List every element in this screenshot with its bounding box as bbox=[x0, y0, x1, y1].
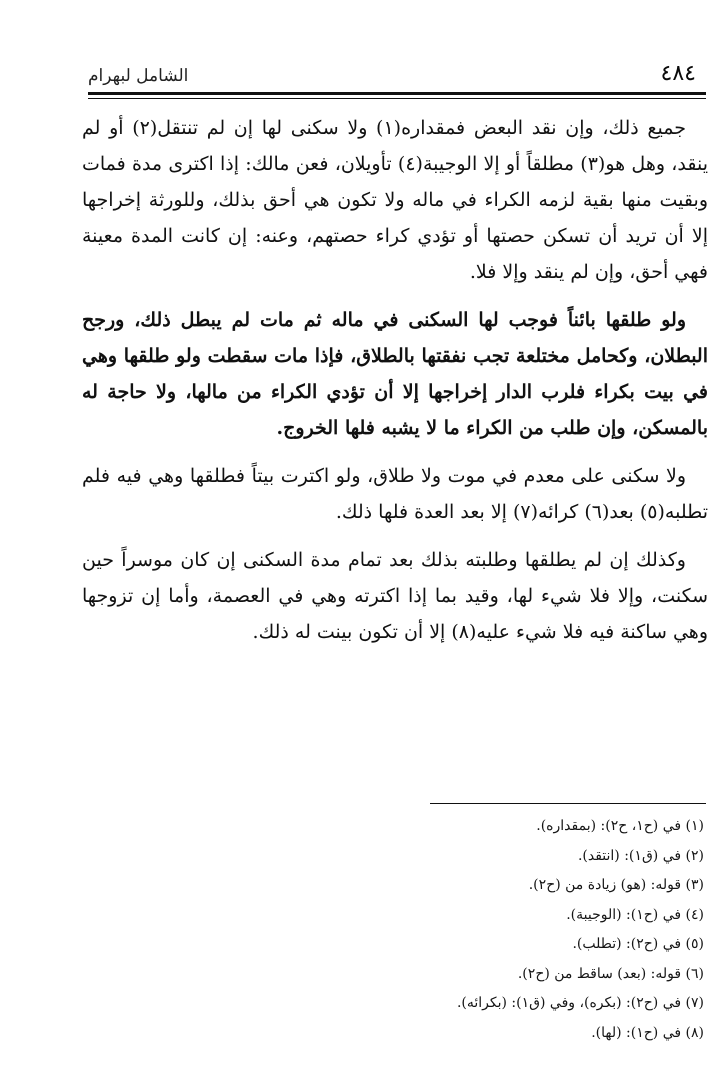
footnote-3: (٣) قوله: (هو) زيادة من (ح٢). bbox=[528, 877, 704, 893]
paragraph-1: جميع ذلك، وإن نقد البعض فمقداره(١) ولا سكنى لها إن لم تنتقل(٢) أو لم ينقد، وهل هو(٣) مطلقاً أو إلا الوجيبة(٤) تأويلان، فعن مالك: إذا اكترى مدة فمات وبقيت منها بقية لزمه الكراء في ماله ولا تكون هي أحق بذلك، وللورثة إخراجها إلا أن تريد أن تسكن حصتها أو تؤدي كراء حصتهم، وعنه: إن كانت المدة معينة فهي أحق، وإن لم ينقد وإلا فلا. bbox=[82, 117, 709, 283]
footnote-2: (٢) في (ق١): (انتقد). bbox=[577, 847, 704, 864]
footnotes-list bbox=[82, 812, 704, 1048]
footnote-4: (٤) في (ح١): (الوجيبة). bbox=[566, 906, 704, 923]
body-text bbox=[82, 110, 708, 662]
paragraph-2: ولو طلقها بائناً فوجب لها السكنى في ماله ثم مات لم يبطل ذلك، ورجح البطلان، وكحامل مختلعة تجب نفقتها بالطلاق، فإذا مات سقطت ولو طلقها وهي في بيت بكراء فلرب الدار إخراجها إلا أن تؤدي الكراء من مالها، ولا حاجة له بالمسكن، وإن طلب من الكراء ما لا يشبه فلها الخروج. bbox=[82, 309, 708, 439]
running-title: الشامل لبهرام bbox=[88, 66, 189, 86]
footnote-5: (٥) في (ح٢): (تطلب). bbox=[572, 936, 704, 952]
footnote-divider bbox=[430, 803, 706, 804]
footnote-6: (٦) قوله: (بعد) ساقط من (ح٢). bbox=[517, 965, 704, 982]
paragraph-3: ولا سكنى على معدم في موت ولا طلاق، ولو اكترت بيتاً فطلقها وهي فيه فلم تطلبه(٥) بعد(٦) كرائه(٧) إلا بعد العدة فلها ذلك. bbox=[82, 465, 708, 523]
page-header bbox=[88, 58, 706, 88]
footnote-1: (١) في (ح١، ح٢): (بمقداره). bbox=[536, 818, 704, 834]
paragraph-4: وكذلك إن لم يطلقها وطلبته بذلك بعد تمام مدة السكنى إن كان موسراً حين سكنت، وإلا فلا شيء لها، وقيد بما إذا اكترته وهي في العصمة، وأما إن تزوجها وهي ساكنة فيه فلا شيء عليه(٨) إلا أن تكون بينت له ذلك. bbox=[82, 549, 708, 643]
header-rule bbox=[88, 92, 706, 95]
footnote-8: (٨) في (ح١): (لها). bbox=[591, 1024, 704, 1041]
page-number: ٤٨٤ bbox=[660, 61, 696, 86]
header-rule-thin bbox=[88, 98, 706, 99]
footnote-7: (٧) في (ح٢): (بكره)، وفي (ق١): (بكرائه). bbox=[456, 995, 704, 1011]
